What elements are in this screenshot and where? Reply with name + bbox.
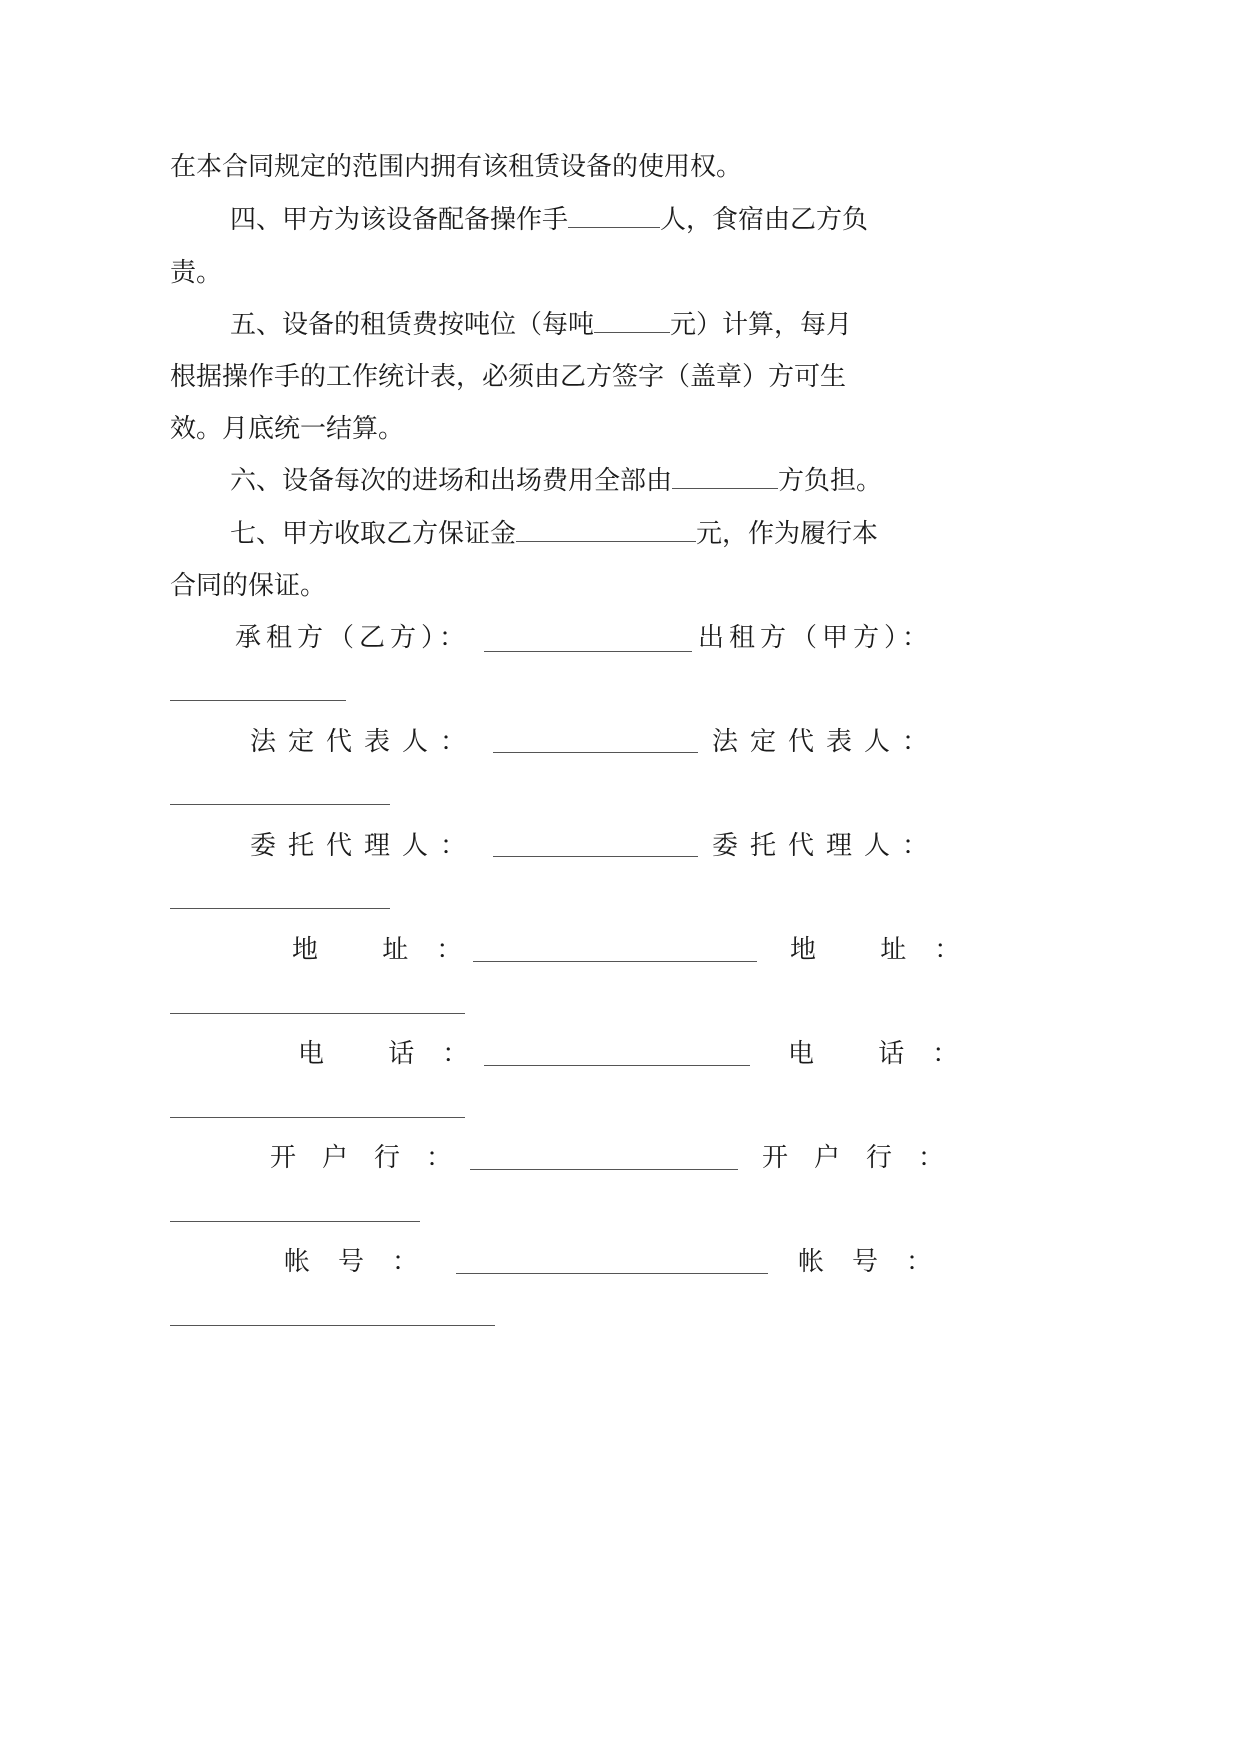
transport-party-blank[interactable] bbox=[672, 466, 778, 489]
clause-4-line-1 bbox=[230, 203, 868, 237]
clause-6-line-1 bbox=[230, 464, 882, 498]
clause-5-line-1 bbox=[230, 308, 852, 342]
lessor-bank-label: 开户行： bbox=[762, 1143, 971, 1173]
lessor-account-blank[interactable] bbox=[170, 1325, 495, 1326]
clause-3-tail: 在本合同规定的范围内拥有该租赁设备的使用权。 bbox=[170, 152, 743, 182]
lessor-legal-rep-blank[interactable] bbox=[170, 804, 390, 805]
lessor-bank-blank[interactable] bbox=[170, 1221, 420, 1222]
lessee-account-label: 帐号： bbox=[284, 1247, 447, 1277]
lessor-agent-blank[interactable] bbox=[170, 908, 390, 909]
clause-6-text-b: 方负担。 bbox=[778, 466, 883, 496]
clause-6-text-a: 六、设备每次的进场和出场费用全部由 bbox=[230, 466, 673, 496]
lessee-agent-blank[interactable] bbox=[493, 856, 698, 857]
lessee-address-blank[interactable] bbox=[473, 961, 757, 962]
lessor-address-blank[interactable] bbox=[170, 1013, 465, 1014]
clause-4-text-b: 人，食宿由乙方负 bbox=[660, 205, 869, 235]
clause-5-line-2: 根据操作手的工作统计表，必须由乙方签字（盖章）方可生 bbox=[170, 362, 847, 392]
lessee-account-blank[interactable] bbox=[456, 1273, 768, 1274]
lessee-agent-label: 委托代理人： bbox=[250, 831, 479, 861]
lessee-label: 承租方（乙方）： bbox=[235, 623, 471, 653]
lessee-bank-label: 开户行： bbox=[270, 1143, 479, 1173]
clause-7-text-a: 七、甲方收取乙方保证金 bbox=[230, 519, 517, 549]
lessor-phone-label: 电 话： bbox=[788, 1039, 987, 1069]
lessee-phone-label: 电 话： bbox=[298, 1039, 497, 1069]
clause-5-text-a: 五、设备的租赁费按吨位（每吨 bbox=[230, 310, 595, 340]
clause-4-line-2: 责。 bbox=[170, 258, 223, 288]
price-per-ton-blank[interactable] bbox=[594, 310, 670, 333]
clause-4-text-a: 四、甲方为该设备配备操作手 bbox=[230, 205, 569, 235]
lessor-agent-label: 委托代理人： bbox=[712, 831, 941, 861]
lessor-blank[interactable] bbox=[170, 700, 346, 701]
lessor-address-label: 地 址： bbox=[790, 935, 989, 965]
lessee-blank[interactable] bbox=[484, 651, 692, 652]
lessor-phone-blank[interactable] bbox=[170, 1117, 465, 1118]
lessor-account-label: 帐号： bbox=[798, 1247, 961, 1277]
clause-5-line-3: 效。月底统一结算。 bbox=[170, 414, 405, 444]
lessee-phone-blank[interactable] bbox=[484, 1065, 750, 1066]
lessee-address-label: 地 址： bbox=[292, 935, 491, 965]
lessor-label: 出租方（甲方）： bbox=[698, 623, 934, 653]
lessee-bank-blank[interactable] bbox=[470, 1169, 738, 1170]
clause-7-text-b: 元，作为履行本 bbox=[696, 519, 879, 549]
operator-count-blank[interactable] bbox=[568, 205, 660, 228]
clause-5-text-b: 元）计算，每月 bbox=[670, 310, 853, 340]
lessee-legal-rep-label: 法定代表人： bbox=[250, 727, 479, 757]
deposit-amount-blank[interactable] bbox=[516, 519, 696, 542]
clause-7-line-2: 合同的保证。 bbox=[170, 571, 327, 601]
lessor-legal-rep-label: 法定代表人： bbox=[712, 727, 941, 757]
lessee-legal-rep-blank[interactable] bbox=[493, 752, 698, 753]
clause-7-line-1 bbox=[230, 517, 878, 551]
